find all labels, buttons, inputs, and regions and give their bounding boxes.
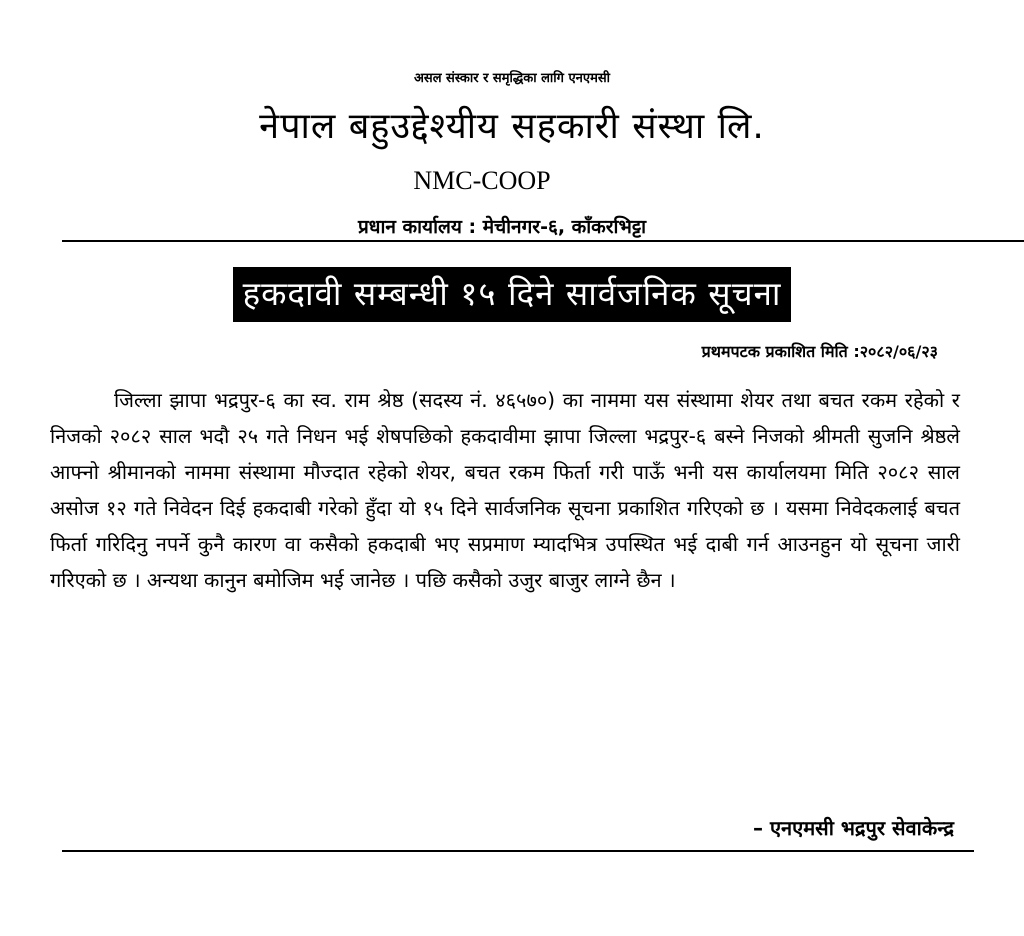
header-divider [62,240,1024,242]
notice-title: हकदावी सम्बन्धी १५ दिने सार्वजनिक सूचना [233,267,792,322]
signature: – एनएमसी भद्रपुर सेवाकेन्द्र [753,816,954,840]
footer-divider [62,850,974,852]
publish-date: प्रथमपटक प्रकाशित मिति :२०८२/०६/२३ [701,342,938,361]
organization-short-name: NMC-COOP [413,166,551,195]
notice-body: जिल्ला झापा भद्रपुर-६ का स्व. राम श्रेष्ठ (सदस्य नं. ४६५७०) का नाममा यस संस्थामा शेयर तथा बचत रकम रहेको र निजको २०८२ साल भदौ २५ गते निधन भई शेषपछिको हकदावीमा झापा जिल्ला भद्रपुर-६ बस्ने निजको श्रीमती सुजनि श्रेष्ठले आफ्नो श्रीमानको नाममा संस्थामा मौज्दात रहेको शेयर, बचत रकम फिर्ता गरी पाऊँ भनी यस कार्यालयमा मिति २०८२ साल असोज १२ गते निवेदन दिई हकदाबी गरेको हुँदा यो १५ दिने सार्वजनिक सूचना प्रकाशित गरिएको छ । यसमा निवेदकलाई बचत फिर्ता गरिदिनु नपर्ने कुनै कारण वा कसैको हकदाबी भए सप्रमाण म्यादभित्र उपस्थित भई दाबी गर्न आउनहुन यो सूचना जारी गरिएको छ । अन्यथा कानुन बमोजिम भई जानेछ । पछि कसैको उजुर बाजुर लाग्ने छैन । [50,388,960,592]
tagline: असल संस्कार र समृद्धिका लागि एनएमसी [413,71,611,86]
head-office-address: प्रधान कार्यालय : मेचीनगर-६, काँकरभिट्टा [357,216,647,238]
organization-name: नेपाल बहुउद्देश्यीय सहकारी संस्था लि. [259,106,765,147]
notice-title-banner [0,267,1024,322]
